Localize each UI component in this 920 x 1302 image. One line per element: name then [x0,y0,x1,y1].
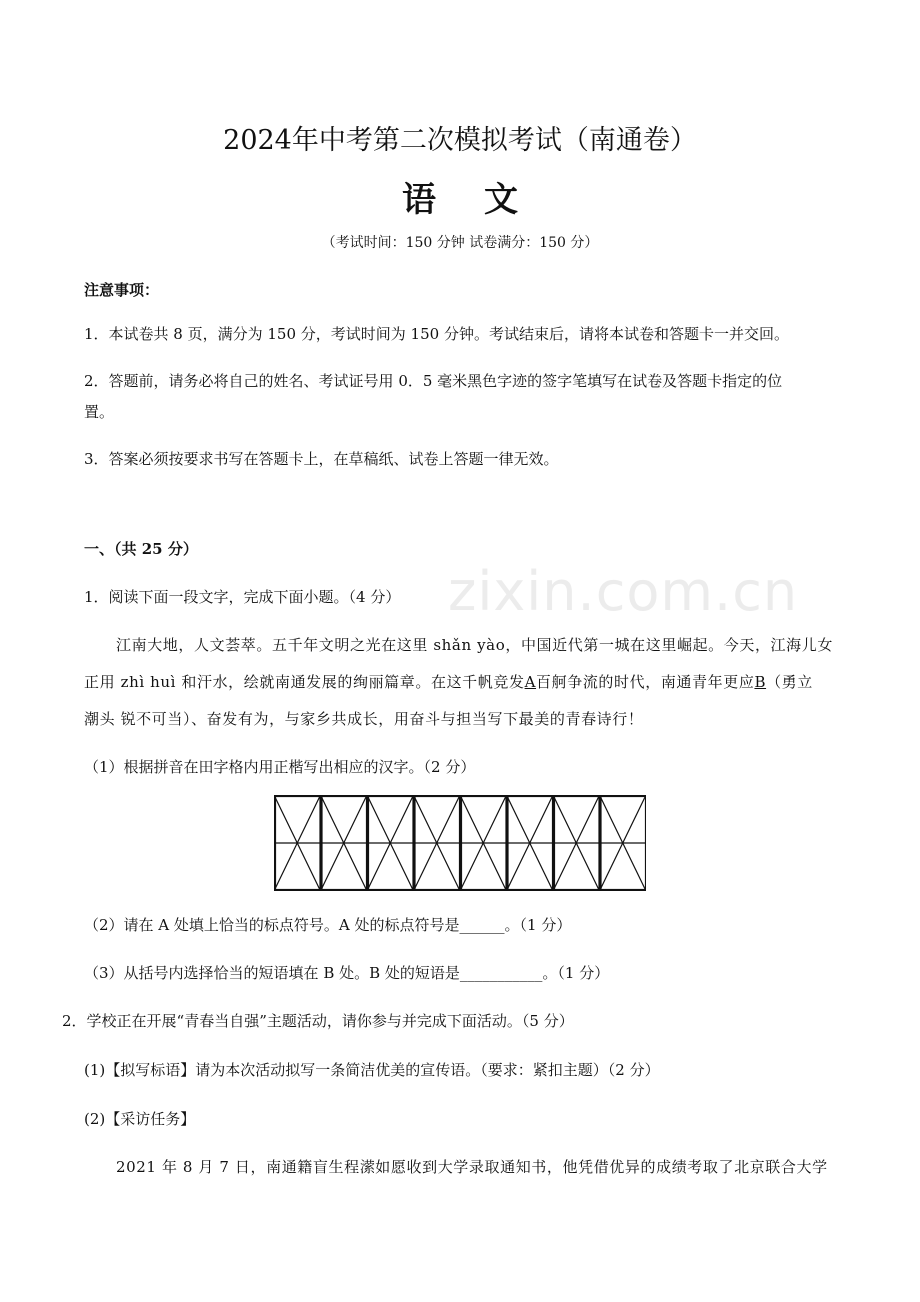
question-2: 2．学校正在开展“青春当自强”主题活动，请你参与并完成下面活动。（5 分） [62,1012,574,1030]
notice-item-2-line2: 置。 [84,403,115,421]
watermark: zixin.com.cn [448,560,799,623]
question-2-sub-1: (1)【拟写标语】请为本次活动拟写一条简洁优美的宣传语。（要求：紧扣主题）（2 分） [84,1061,660,1079]
blank-mark-b: B [754,673,767,691]
question-2-sub-2: (2)【采访任务】 [84,1110,196,1128]
passage-line-1: 江南大地，人文荟萃。五千年文明之光在这里 shǎn yào，中国近代第一城在这里崛起。今天，江海儿女 [116,636,833,654]
blank-mark-a: A [524,673,537,691]
notice-item-2-line1: 2．答题前，请务必将自己的姓名、考试证号用 0．5 毫米黑色字迹的签字笔填写在试卷及答题卡指定的位 [84,372,783,390]
notice-heading: 注意事项： [84,281,160,299]
notice-item-3: 3．答案必须按要求书写在答题卡上，在草稿纸、试卷上答题一律无效。 [84,450,559,468]
passage-line-2-part-a: 正用 zhì huì 和汗水，绘就南通发展的绚丽篇章。在这千帆竞发 [84,673,525,691]
exam-info: （考试时间：150 分钟 试卷满分：150 分） [321,235,599,251]
exam-title: 2024年中考第二次模拟考试（南通卷） [223,125,697,156]
subject-title: 语文 [402,180,566,220]
sub-question-2: （2）请在 A 处填上恰当的标点符号。A 处的标点符号是______。（1 分） [84,916,572,934]
passage-line-2-part-b: 百舸争流的时代，南通青年更应 [536,673,755,691]
question-2-passage: 2021 年 8 月 7 日，南通籍盲生程潆如愿收到大学录取通知书，他凭借优异的成绩考取了北京联合大学 [116,1158,828,1176]
tianzige-grid[interactable] [274,795,646,891]
passage-line-2 [84,671,813,692]
passage-line-3: 潮头 锐不可当）、奋发有为，与家乡共成长，用奋斗与担当写下最美的青春诗行！ [84,710,644,728]
passage-line-2-part-c: （勇立 [766,673,813,691]
notice-item-1: 1．本试卷共 8 页，满分为 150 分，考试时间为 150 分钟。考试结束后，请将本试卷和答题卡一并交回。 [84,325,789,343]
section-heading: 一、（共 25 分） [84,540,198,558]
sub-question-1: （1）根据拼音在田字格内用正楷写出相应的汉字。（2 分） [84,758,476,776]
sub-question-3: （3）从括号内选择恰当的短语填在 B 处。B 处的短语是___________。（1 分） [84,964,610,982]
question-1: 1．阅读下面一段文字，完成下面小题。（4 分） [84,588,401,606]
